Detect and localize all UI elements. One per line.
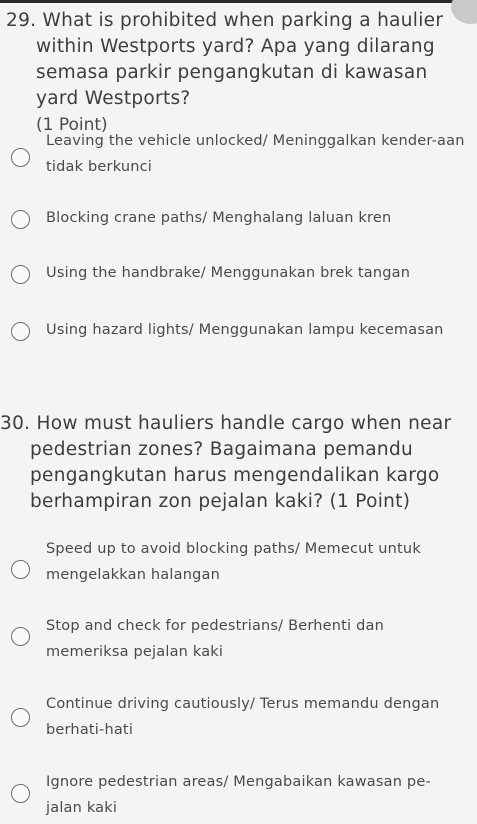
radio-button[interactable]	[11, 560, 30, 579]
radio-button[interactable]	[11, 210, 30, 229]
radio-button[interactable]	[11, 784, 30, 803]
radio-button[interactable]	[11, 322, 30, 341]
option-label: Using hazard lights/ Menggunakan lampu kecemasan	[46, 322, 444, 338]
option-label: Ignore pedestrian areas/ Mengabaikan kawasan pe-jalan kaki	[46, 774, 431, 816]
option-label: Stop and check for pedestrians/ Berhenti dan memeriksa pejalan kaki	[46, 618, 384, 660]
top-divider	[0, 0, 477, 3]
option-label: Leaving the vehicle unlocked/ Meninggalkan kender-aan tidak berkunci	[46, 133, 465, 175]
radio-button[interactable]	[11, 708, 30, 727]
question-29-points: (1 Point)	[36, 115, 108, 135]
radio-button[interactable]	[11, 627, 30, 646]
option-label: Speed up to avoid blocking paths/ Memecut untuk mengelakkan halangan	[46, 541, 421, 583]
option-label: Blocking crane paths/ Menghalang laluan kren	[46, 210, 392, 226]
question-29	[6, 8, 472, 138]
option-label: Continue driving cautiously/ Terus memandu dengan berhati-hati	[46, 696, 440, 738]
question-30	[0, 411, 472, 515]
radio-button[interactable]	[11, 265, 30, 284]
question-30-title: 30. How must hauliers handle cargo when near pedestrian zones? Bagaimana pemandu pengangkutan harus mengendalikan kargo berhampiran zon pejalan kaki? (1 Point)	[0, 413, 452, 512]
question-29-title: 29. What is prohibited when parking a haulier within Westports yard? Apa yang dilarang semasa parkir pengangkutan di kawasan yard Westports?	[6, 10, 444, 109]
radio-button[interactable]	[11, 148, 30, 167]
option-label: Using the handbrake/ Menggunakan brek tangan	[46, 265, 411, 281]
